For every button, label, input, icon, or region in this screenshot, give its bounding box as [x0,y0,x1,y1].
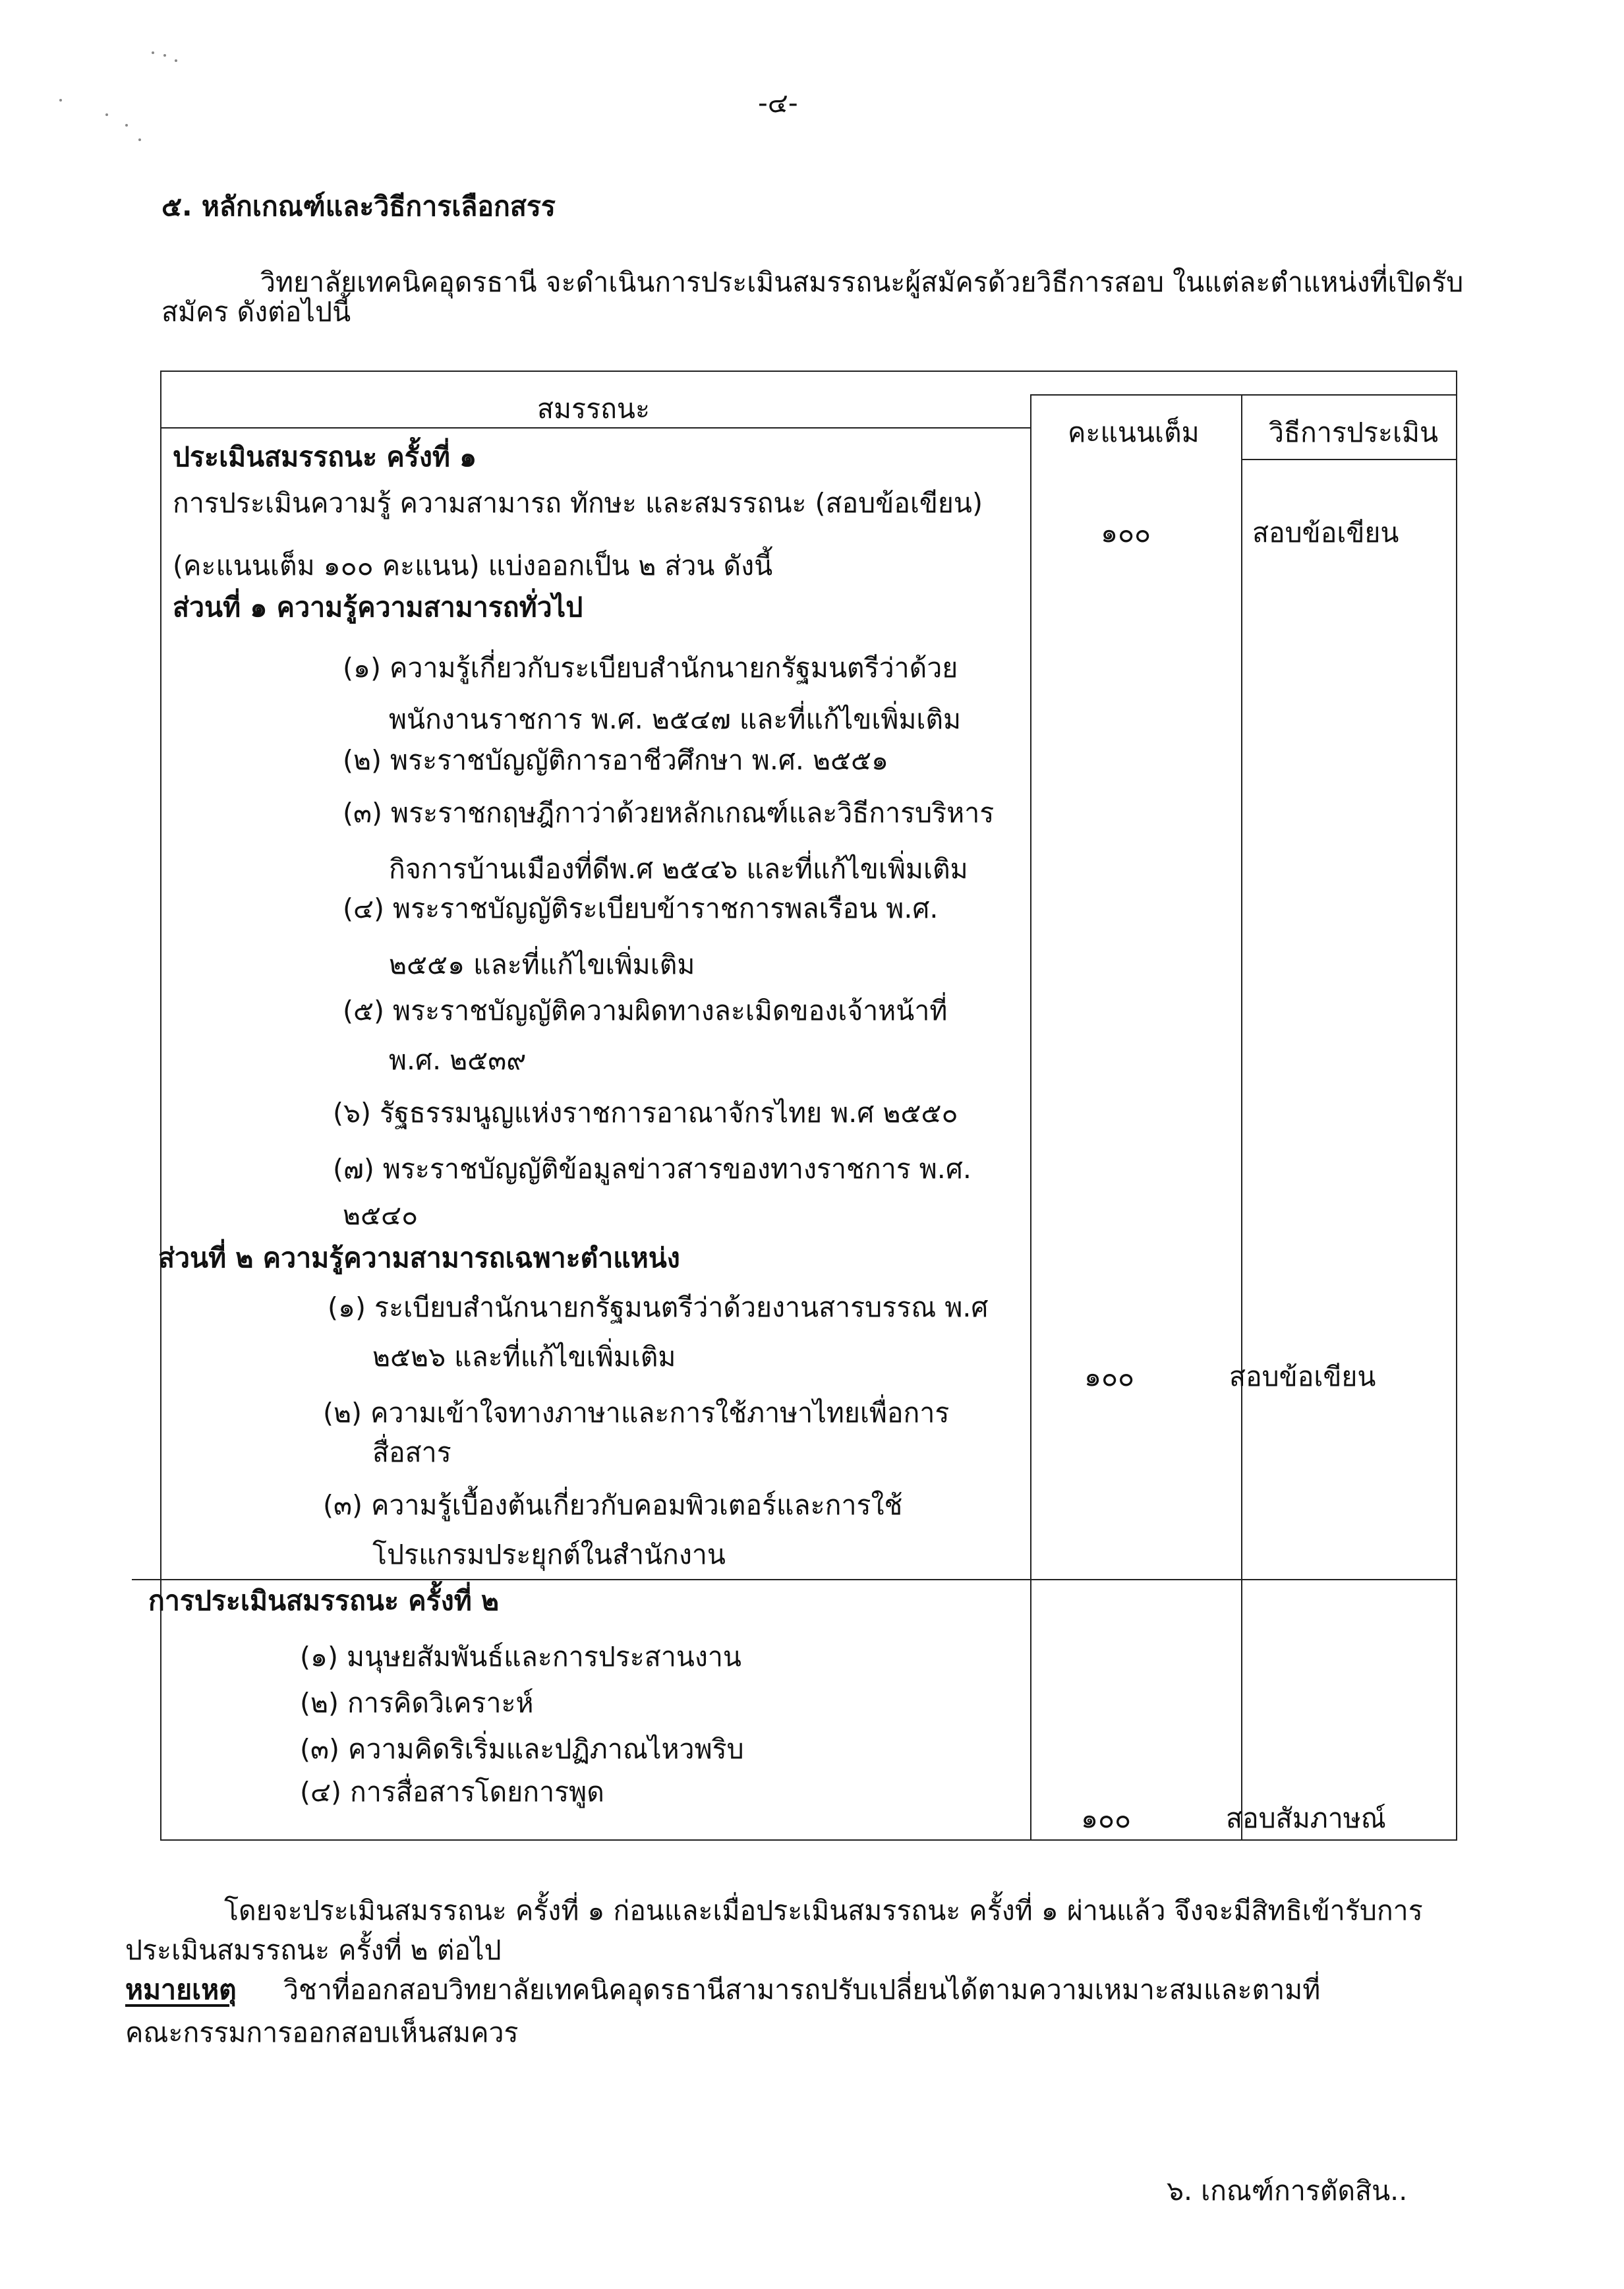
part2-line: (๑) ระเบียบสำนักนายกรัฐมนตรีว่าด้วยงานสารบรรณ พ.ศ [328,1292,989,1323]
intro-line-2: สมัคร ดังต่อไปนี้ [161,296,351,328]
part1-line: (๗) พระราชบัญญัติข้อมูลข่าวสารของทางราชการ พ.ศ. [333,1153,972,1185]
part2-line: ๒๕๒๖ และที่แก้ไขเพิ่มเติม [372,1341,676,1373]
part1-line: (๔) พระราชบัญญัติระเบียบข้าราชการพลเรือน พ.ศ. [343,893,939,924]
note-line-2: คณะกรรมการออกสอบเห็นสมควร [125,2017,519,2048]
part1-line: ๒๕๕๑ และที่แก้ไขเพิ่มเติม [389,949,695,980]
round2-title: การประเมินสมรรถนะ ครั้งที่ ๒ [148,1585,500,1617]
page-number: -๔- [758,87,798,119]
part2-line: (๓) ความรู้เบื้องต้นเกี่ยวกับคอมพิวเตอร์และการใช้ [323,1489,903,1521]
intro-line-1: วิทยาลัยเทคนิคอุดรธานี จะดำเนินการประเมินสมรรถนะผู้สมัครด้วยวิธีการสอบ ในแต่ละตำแหน่งที่เปิดรับ [260,266,1464,298]
part1-line: (๕) พระราชบัญญัติความผิดทางละเมิดของเจ้าหน้าที่ [343,995,948,1026]
header-competency: สมรรถนะ [537,393,650,425]
part1-line: (๑) ความรู้เกี่ยวกับระเบียบสำนักนายกรัฐมนตรีว่าด้วย [343,652,958,684]
part1-line: พ.ศ. ๒๕๓๙ [389,1044,527,1076]
note-label: หมายเหตุ [125,1974,237,2006]
part1-line: (๒) พระราชบัญญัติการอาชีวศึกษา พ.ศ. ๒๕๕๑ [343,744,889,776]
round1-desc-line-1: การประเมินความรู้ ความสามารถ ทักษะ และสมรรถนะ (สอบข้อเขียน) [173,487,983,519]
part2-score: ๑๐๐ [1084,1361,1135,1392]
header-method: วิธีการประเมิน [1269,417,1439,448]
part1-title: ส่วนที่ ๑ ความรู้ความสามารถทั่วไป [173,591,583,623]
note-line-1: วิชาที่ออกสอบวิทยาลัยเทคนิคอุดรธานีสามารถปรับเปลี่ยนได้ตามความเหมาะสมและตามที่ [283,1974,1321,2006]
header-full-score: คะแนนเต็ม [1068,417,1200,448]
part2-line: โปรแกรมประยุกต์ในสำนักงาน [372,1539,726,1570]
footer-para-line-1: โดยจะประเมินสมรรถนะ ครั้งที่ ๑ ก่อนและเมื่อประเมินสมรรถนะ ครั้งที่ ๑ ผ่านแล้ว จึงจะมีสิทธิเข้ารับการ [224,1895,1423,1926]
round2-method: สอบสัมภาษณ์ [1226,1802,1386,1834]
part2-line: สื่อสาร [372,1437,451,1468]
part1-line: (๓) พระราชกฤษฎีกาว่าด้วยหลักเกณฑ์และวิธีการบริหาร [343,797,995,829]
round1-score: ๑๐๐ [1101,517,1151,549]
continued-text: ๖. เกณฑ์การตัดสิน.. [1167,2175,1408,2207]
round1-desc-line-2: (คะแนนเต็ม ๑๐๐ คะแนน) แบ่งออกเป็น ๒ ส่วน ดังนี้ [173,550,773,581]
footer-para-line-2: ประเมินสมรรถนะ ครั้งที่ ๒ ต่อไป [125,1934,502,1966]
part2-line: (๒) ความเข้าใจทางภาษาและการใช้ภาษาไทยเพื่อการ [323,1397,950,1429]
round1-method: สอบข้อเขียน [1252,517,1399,549]
section-heading: ๕. หลักเกณฑ์และวิธีการเลือกสรร [161,191,556,222]
round1-title: ประเมินสมรรถนะ ครั้งที่ ๑ [173,441,477,473]
part1-line: พนักงานราชการ พ.ศ. ๒๕๔๗ และที่แก้ไขเพิ่มเติม [389,703,962,735]
round2-score: ๑๐๐ [1081,1802,1132,1834]
round2-item: (๒) การคิดวิเคราะห์ [300,1687,534,1719]
part2-title: ส่วนที่ ๒ ความรู้ความสามารถเฉพาะตำแหน่ง [158,1242,680,1274]
round2-item: (๑) มนุษยสัมพันธ์และการประสานงาน [300,1641,741,1673]
round2-item: (๔) การสื่อสารโดยการพูด [300,1776,604,1808]
scan-specks [59,40,211,158]
part1-line: กิจการบ้านเมืองที่ดีพ.ศ ๒๕๔๖ และที่แก้ไขเพิ่มเติม [389,853,968,885]
part1-line: (๖) รัฐธรรมนูญแห่งราชการอาณาจักรไทย พ.ศ ๒๕๕๐ [333,1097,958,1129]
part2-method: สอบข้อเขียน [1229,1361,1376,1392]
part1-line: ๒๕๔๐ [343,1199,419,1231]
round2-item: (๓) ความคิดริเริ่มและปฏิภาณไหวพริบ [300,1733,744,1765]
